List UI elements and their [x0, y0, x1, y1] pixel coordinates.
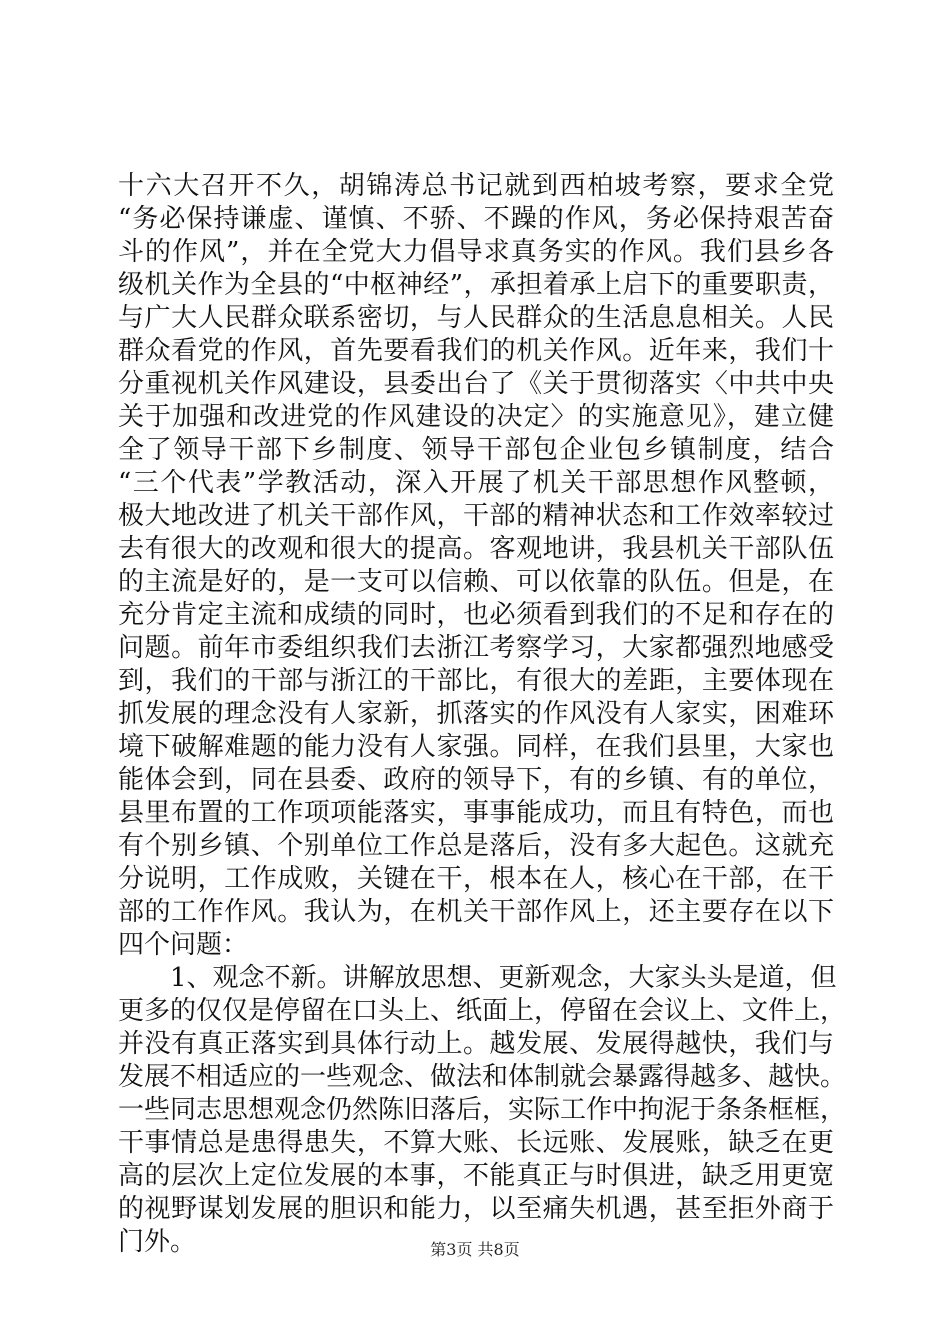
text-line: 的视野谋划发展的胆识和能力，以至痛失机遇，甚至拒外商于 — [118, 1194, 834, 1224]
text-line: “三个代表”学教活动，深入开展了机关干部思想作风整顿， — [118, 468, 834, 498]
text-line: 群众看党的作风，首先要看我们的机关作风。近年来，我们十 — [118, 336, 834, 366]
text-line: 并没有真正落实到具体行动上。越发展、发展得越快，我们与 — [118, 1029, 834, 1059]
text-line: “务必保持谦虚、谨慎、不骄、不躁的作风，务必保持艰苦奋 — [118, 204, 834, 234]
page-number-footer: 第3页 共8页 — [430, 1240, 520, 1259]
text-line: 分重视机关作风建设，县委出台了《关于贯彻落实〈中共中央 — [118, 369, 834, 399]
text-line: 更多的仅仅是停留在口头上、纸面上，停留在会议上、文件上， — [118, 996, 847, 1026]
body-text — [118, 170, 847, 1259]
text-line: 有个别乡镇、个别单位工作总是落后，没有多大起色。这就充 — [118, 831, 834, 861]
text-line: 高的层次上定位发展的本事，不能真正与时俱进，缺乏用更宽 — [118, 1161, 834, 1191]
text-line: 四个问题： — [118, 930, 249, 960]
text-line: 问题。前年市委组织我们去浙江考察学习，大家都强烈地感受 — [118, 633, 834, 663]
text-line: 充分肯定主流和成绩的同时，也必须看到我们的不足和存在的 — [118, 600, 834, 630]
text-line: 与广大人民群众联系密切，与人民群众的生活息息相关。人民 — [118, 303, 834, 333]
text-line: 全了领导干部下乡制度、领导干部包企业包乡镇制度，结合 — [118, 435, 834, 465]
text-line: 一些同志思想观念仍然陈旧落后，实际工作中拘泥于条条框框， — [118, 1095, 847, 1125]
text-line: 境下破解难题的能力没有人家强。同样，在我们县里，大家也 — [118, 732, 834, 762]
text-line: 到，我们的干部与浙江的干部比，有很大的差距，主要体现在 — [118, 666, 834, 696]
text-line: 关于加强和改进党的作风建设的决定〉的实施意见》，建立健 — [118, 402, 834, 432]
text-line: 极大地改进了机关干部作风，干部的精神状态和工作效率较过 — [118, 501, 834, 531]
text-line: 级机关作为全县的“中枢神经”，承担着承上启下的重要职责， — [118, 270, 834, 300]
text-line: 县里布置的工作项项能落实，事事能成功，而且有特色，而也 — [118, 798, 834, 828]
text-line: 十六大召开不久，胡锦涛总书记就到西柏坡考察，要求全党 — [118, 171, 834, 201]
text-line: 抓发展的理念没有人家新，抓落实的作风没有人家实，困难环 — [118, 699, 834, 729]
text-line: 能体会到，同在县委、政府的领导下，有的乡镇、有的单位， — [118, 765, 834, 795]
text-line: 发展不相适应的一些观念、做法和体制就会暴露得越多、越快。 — [118, 1062, 847, 1092]
text-line: 门外。 — [118, 1227, 197, 1257]
text-line: 1、观念不新。讲解放思想、更新观念，大家头头是道，但 — [118, 963, 837, 993]
text-line: 分说明，工作成败，关键在干，根本在人，核心在干部，在干 — [118, 864, 834, 894]
text-line: 的主流是好的，是一支可以信赖、可以依靠的队伍。但是，在 — [118, 567, 834, 597]
text-line: 斗的作风”，并在全党大力倡导求真务实的作风。我们县乡各 — [118, 237, 834, 267]
text-line: 干事情总是患得患失，不算大账、长远账、发展账，缺乏在更 — [118, 1128, 834, 1158]
text-line: 去有很大的改观和很大的提高。客观地讲，我县机关干部队伍 — [118, 534, 834, 564]
text-line: 部的工作作风。我认为，在机关干部作风上，还主要存在以下 — [118, 897, 834, 927]
